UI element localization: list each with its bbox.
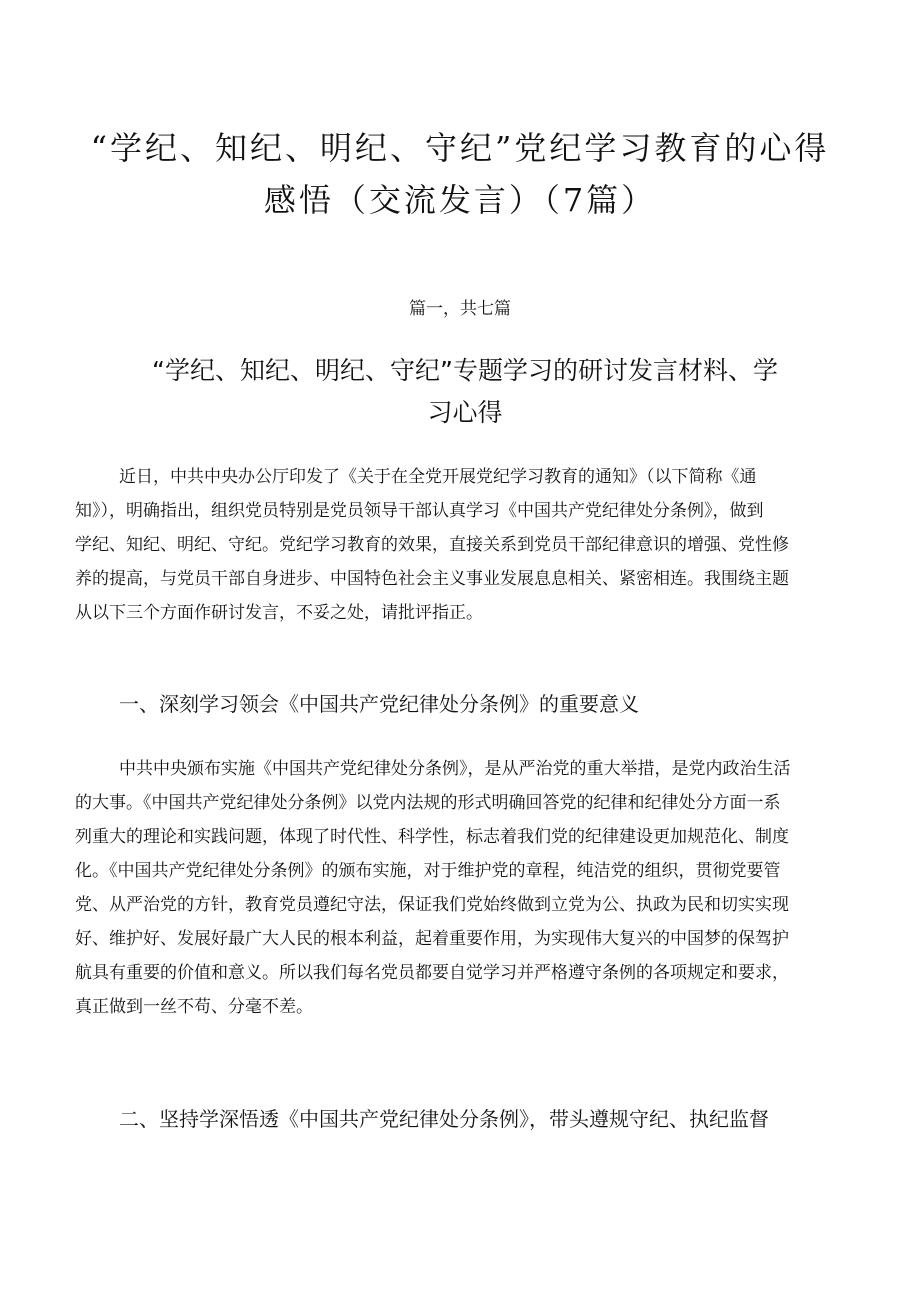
subtitle-line-1: “学纪、知纪、明纪、守纪”专题学习的研讨发言材料、学 [152,356,778,385]
paragraph-line: 学纪、知纪、明纪、守纪。党纪学习教育的效果，直接关系到党员干部纪律意识的增强、党性修 [75,535,789,555]
paragraph-line: 列重大的理论和实践问题，体现了时代性、科学性，标志着我们党的纪律建设更加规范化、制度 [75,827,789,847]
paragraph-line: 近日，中共中央办公厅印发了《关于在全党开展党纪学习教育的通知》（以下简称《通 [119,467,757,487]
paragraph-line: 化。《中国共产党纪律处分条例》的颁布实施，对于维护党的章程，纯洁党的组织，贯彻党要管 [75,861,781,881]
paragraph-line: 航具有重要的价值和意义。所以我们每名党员都要自觉学习并严格遵守条例的各项规定和要求， [75,963,789,983]
section-heading-1: 一、深刻学习领会《中国共产党纪律处分条例》的重要意义 [119,692,639,716]
article-subtitle [120,350,810,434]
subtitle-line-2: 习心得 [427,398,503,427]
paragraph-line: 好、维护好、发展好最广大人民的根本利益，起着重要作用，为实现伟大复兴的中国梦的保驾护 [75,929,789,949]
section-label: 篇一，共七篇 [409,299,511,319]
paragraph-line: 养的提高，与党员干部自身进步、中国特色社会主义事业发展息息相关、紧密相连。我围绕主题 [75,569,789,589]
body-paragraph [75,752,845,1024]
paragraph-line: 从以下三个方面作研讨发言，不妥之处，请批评指正。 [75,603,483,623]
paragraph-line: 党、从严治党的方针，教育党员遵纪守法，保证我们党始终做到立党为公、执政为民和切实实现 [75,895,789,915]
section-heading-2: 二、坚持学深悟透《中国共产党纪律处分条例》，带头遵规守纪、执纪监督 [119,1107,769,1131]
paragraph-line: 真正做到一丝不苟、分毫不差。 [75,997,313,1017]
document-title [90,122,830,226]
paragraph-line: 的大事。《中国共产党纪律处分条例》以党内法规的形式明确回答党的纪律和纪律处分方面一系 [75,793,781,813]
title-line-1: “学纪、知纪、明纪、守纪”党纪学习教育的心得 [90,129,830,167]
paragraph-line: 中共中央颁布实施《中国共产党纪律处分条例》，是从严治党的重大举措，是党内政治生活 [119,759,791,779]
intro-paragraph [75,460,845,630]
title-line-2: 感悟（交流发言）（7篇） [263,181,657,219]
paragraph-line: 知》），明确指出，组织党员特别是党员领导干部认真学习《中国共产党纪律处分条例》，做到 [75,501,764,521]
